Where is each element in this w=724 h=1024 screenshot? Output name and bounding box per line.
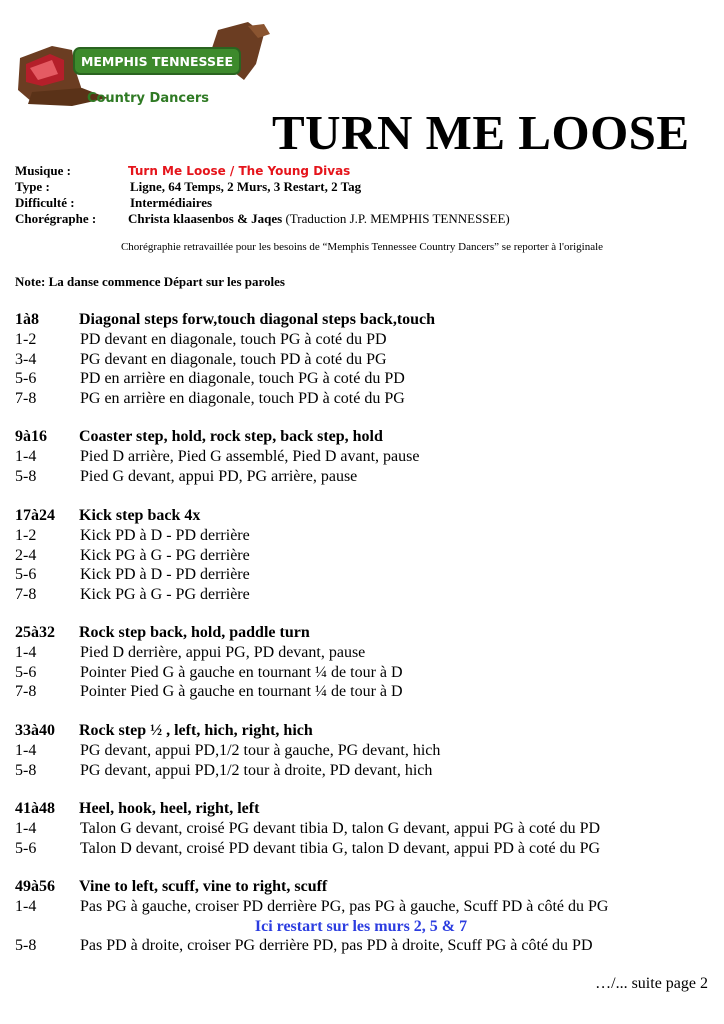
step-line — [15, 937, 715, 957]
step-line — [15, 527, 715, 547]
step-line — [15, 683, 715, 703]
meta-level-label: Difficulté : — [15, 195, 75, 210]
step-line — [15, 664, 715, 684]
step-description: PG en arrière en diagonale, touch PD à coté du PG — [80, 389, 405, 407]
section-count: 33à40 — [15, 722, 55, 739]
dance-title: TURN ME LOOSE — [272, 105, 690, 160]
step-description: Kick PD à D - PD derrière — [80, 527, 250, 544]
step-count: 1-2 — [15, 527, 37, 544]
step-line — [15, 370, 715, 390]
section-heading — [15, 507, 715, 527]
step-line — [15, 840, 715, 860]
step-count: 1-4 — [15, 644, 37, 661]
logo-line1: MEMPHIS TENNESSEE — [80, 54, 234, 69]
step-line — [15, 351, 715, 371]
step-count: 1-4 — [15, 742, 37, 759]
step-count: 5-8 — [15, 467, 37, 485]
section-heading — [15, 800, 715, 820]
step-count: 7-8 — [15, 389, 37, 407]
step-description: Pied G devant, appui PD, PG arrière, pause — [80, 467, 358, 485]
section-heading — [15, 311, 715, 331]
step-section — [15, 624, 715, 703]
step-description: Talon G devant, croisé PG devant tibia D, talon G devant, appui PG à coté du PD — [80, 820, 601, 837]
meta-choreo-value: Christa klaasenbos & Jaqes — [128, 211, 283, 226]
step-count: 7-8 — [15, 683, 37, 701]
step-section — [15, 428, 715, 487]
step-section — [15, 507, 715, 605]
step-description: Kick PD à D - PD derrière — [80, 566, 250, 584]
section-title: Rock step back, hold, paddle turn — [79, 624, 310, 641]
step-count: 3-4 — [15, 350, 37, 368]
step-count: 5-6 — [15, 663, 37, 681]
section-count: 1à8 — [15, 311, 39, 328]
start-note: Note: La danse commence Départ sur les paroles — [15, 274, 285, 289]
step-description: PG devant, appui PD,1/2 tour à gauche, PG devant, hich — [80, 742, 441, 759]
section-count: 41à48 — [15, 800, 55, 817]
step-count: 1-4 — [15, 820, 37, 837]
step-description: Kick PG à G - PG derrière — [80, 546, 250, 564]
step-line — [15, 742, 715, 762]
section-heading — [15, 624, 715, 644]
step-section — [15, 722, 715, 781]
section-title: Rock step ½ , left, hich, right, hich — [79, 722, 313, 739]
meta-choreo-label: Chorégraphe : — [15, 211, 97, 226]
step-description: PG devant, appui PD,1/2 tour à droite, PD devant, hich — [80, 761, 433, 779]
section-heading — [15, 878, 715, 898]
step-count: 7-8 — [15, 585, 37, 603]
step-description: PD en arrière en diagonale, touch PG à coté du PD — [80, 370, 405, 388]
meta-type-value: Ligne, 64 Temps, 2 Murs, 3 Restart, 2 Tag — [130, 179, 362, 194]
step-line — [15, 468, 715, 488]
club-logo-graphic — [12, 20, 274, 108]
step-count: 1-4 — [15, 898, 37, 915]
section-title: Coaster step, hold, rock step, back step, hold — [79, 428, 383, 445]
step-description: Pas PD à droite, croiser PG derrière PD, pas PD à droite, Scuff PG à côté du PD — [80, 937, 593, 955]
section-title: Kick step back 4x — [79, 507, 201, 524]
step-count: 5-8 — [15, 761, 37, 779]
step-count: 5-6 — [15, 839, 37, 857]
step-section — [15, 311, 715, 409]
section-title: Diagonal steps forw,touch diagonal steps back,touch — [79, 311, 436, 328]
meta-choreo-extra: (Traduction J.P. MEMPHIS TENNESSEE) — [282, 211, 510, 226]
step-description: PD devant en diagonale, touch PG à coté du PD — [80, 331, 387, 348]
meta-music-value: Turn Me Loose / The Young Divas — [128, 164, 351, 178]
step-line — [15, 762, 715, 782]
section-heading — [15, 722, 715, 742]
step-count: 2-4 — [15, 546, 37, 564]
step-description: Pointer Pied G à gauche en tournant ¼ de tour à D — [80, 663, 403, 681]
section-count: 25à32 — [15, 624, 55, 641]
meta-music-label: Musique : — [15, 163, 71, 178]
section-title: Vine to left, scuff, vine to right, scuff — [79, 878, 328, 895]
step-description: Talon D devant, croisé PD devant tibia G, talon D devant, appui PD à coté du PG — [80, 839, 601, 857]
step-description: Pointer Pied G à gauche en tournant ¼ de tour à D — [80, 683, 403, 701]
step-count: 1-2 — [15, 331, 37, 348]
step-line — [15, 586, 715, 606]
step-line — [15, 547, 715, 567]
step-description: Pied D derrière, appui PG, PD devant, pause — [80, 644, 366, 661]
step-line — [15, 566, 715, 586]
section-title: Heel, hook, heel, right, left — [79, 800, 260, 817]
step-count: 1-4 — [15, 448, 37, 465]
rework-note: Chorégraphie retravaillée pour les besoins de “Memphis Tennessee Country Dancers” se reporter à l'originale — [120, 241, 604, 253]
section-count: 9à16 — [15, 428, 47, 445]
step-description: Kick PG à G - PG derrière — [80, 585, 250, 603]
restart-note: Ici restart sur les murs 2, 5 & 7 — [254, 917, 468, 935]
section-heading — [15, 428, 715, 448]
step-section — [15, 878, 715, 957]
step-count: 5-6 — [15, 566, 37, 584]
step-line — [15, 898, 715, 918]
step-line — [15, 390, 715, 410]
step-description: Pied D arrière, Pied G assemblé, Pied D avant, pause — [80, 448, 420, 465]
step-line — [15, 448, 715, 468]
meta-type-label: Type : — [15, 179, 50, 194]
step-line — [15, 331, 715, 351]
section-count: 17à24 — [15, 507, 55, 524]
logo-line2: Country Dancers — [86, 91, 210, 106]
step-count: 5-8 — [15, 937, 37, 955]
continued-note: …/... suite page 2 — [595, 975, 708, 992]
step-description: PG devant en diagonale, touch PD à coté du PG — [80, 350, 387, 368]
step-count: 5-6 — [15, 370, 37, 388]
step-description: Pas PG à gauche, croiser PD derrière PG, pas PG à gauche, Scuff PD à côté du PG — [80, 898, 609, 915]
meta-level-value: Intermédiaires — [130, 195, 213, 210]
step-line — [15, 820, 715, 840]
step-section — [15, 800, 715, 859]
club-logo — [12, 20, 274, 108]
section-count: 49à56 — [15, 878, 55, 895]
step-line — [15, 644, 715, 664]
